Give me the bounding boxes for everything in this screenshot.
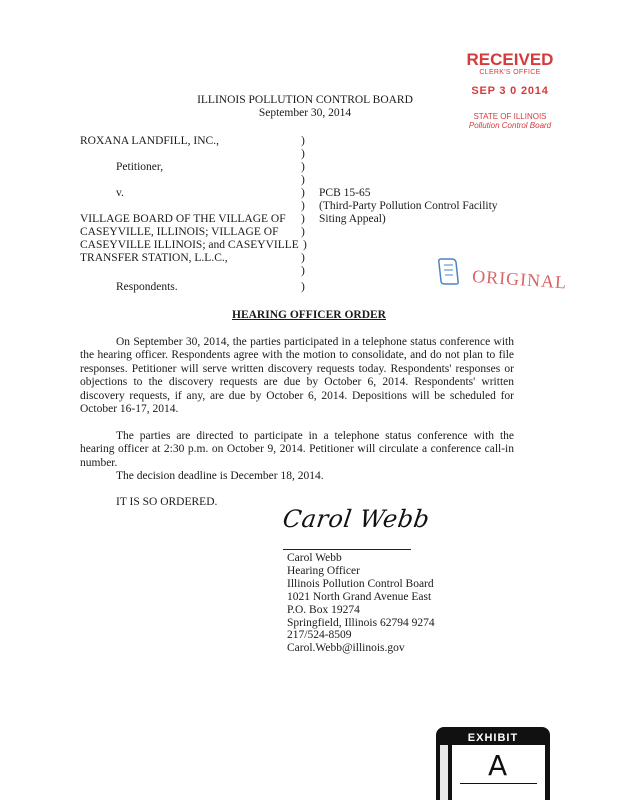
- header-date: September 30, 2014: [258, 107, 352, 119]
- address-line-1: 1021 North Grand Avenue East: [287, 590, 432, 603]
- original-stamp-text: ORIGINAL: [471, 266, 568, 293]
- address-line-2: P.O. Box 19274: [287, 603, 360, 616]
- signer-org: Illinois Pollution Control Board: [287, 577, 434, 590]
- caption-paren: ): [301, 265, 305, 277]
- exhibit-letter: A: [488, 749, 508, 782]
- respondent-line-2: CASEYVILLE, ILLINOIS; VILLAGE OF: [80, 226, 279, 238]
- signer-title: Hearing Officer: [287, 564, 360, 577]
- order-title: HEARING OFFICER ORDER: [232, 309, 386, 321]
- case-number: PCB 15-65: [319, 187, 371, 199]
- respondent-line-4: TRANSFER STATION, L.L.C.,: [80, 252, 228, 264]
- so-ordered: IT IS SO ORDERED.: [116, 496, 218, 508]
- caption-paren: ): [301, 135, 305, 147]
- phone: 217/524-8509: [287, 629, 352, 642]
- document-header: [160, 94, 450, 120]
- received-stamp-title: RECEIVED: [466, 50, 554, 69]
- exhibit-sticker: [436, 727, 550, 800]
- caption-paren: ): [301, 200, 305, 212]
- petitioner-role: Petitioner,: [116, 161, 164, 173]
- signer-name: Carol Webb: [287, 552, 342, 564]
- caption-paren: ): [301, 252, 305, 264]
- caption-paren: ): [303, 239, 307, 251]
- scroll-icon: [436, 256, 460, 286]
- case-type-line-1: (Third-Party Pollution Control Facility: [319, 200, 498, 212]
- signature: Carol Webb: [281, 505, 432, 533]
- caption-paren: ): [301, 281, 305, 293]
- caption-paren: ): [301, 161, 305, 173]
- case-type-line-2: Siting Appeal): [319, 213, 386, 225]
- petitioner-name: ROXANA LANDFILL, INC.,: [80, 135, 219, 147]
- caption-paren: ): [301, 213, 305, 225]
- received-stamp-date: SEP 3 0 2014: [471, 85, 549, 97]
- signature-block: [287, 552, 435, 655]
- respondent-role: Respondents.: [116, 281, 178, 293]
- caption-paren: ): [301, 148, 305, 160]
- email: Carol.Webb@illinois.gov: [287, 642, 405, 655]
- received-stamp-office: CLERK'S OFFICE: [479, 69, 541, 76]
- respondent-line-1: VILLAGE BOARD OF THE VILLAGE OF: [80, 213, 286, 225]
- versus: v.: [116, 187, 124, 199]
- exhibit-field: [452, 745, 545, 800]
- address-line-3: Springfield, Illinois 62794 9274: [287, 616, 435, 629]
- paragraph-1: On September 30, 2014, the parties participated in a telephone status conference with the hearing officer. Respondents agree with the motion to consolidate, and do not plan to file responses. Petitioner will serve written discovery requests today. Respondents' responses or objections to the discovery requests are due by October 6, 2014. Respondents' written discovery requests, if any, are due by October 6, 2014. Depositions will be scheduled for October 16-17, 2014.: [80, 336, 514, 416]
- paragraph-2: The parties are directed to participate in a telephone status conference with the hearing officer at 2:30 p.m. on October 9, 2014. Petitioner will circulate a conference call-in number.: [80, 430, 514, 469]
- caption-paren: ): [301, 174, 305, 186]
- caption-paren: ): [301, 226, 305, 238]
- paragraph-3: The decision deadline is December 18, 2014.: [116, 470, 324, 482]
- received-stamp-board: Pollution Control Board: [468, 121, 552, 130]
- received-stamp-state: STATE OF ILLINOIS: [473, 112, 547, 121]
- received-stamp: [455, 50, 565, 130]
- respondent-line-3: CASEYVILLE ILLINOIS; and CASEYVILLE: [80, 239, 299, 251]
- board-name: ILLINOIS POLLUTION CONTROL BOARD: [197, 94, 413, 106]
- exhibit-label: EXHIBIT: [467, 732, 519, 744]
- exhibit-underline: [460, 783, 537, 784]
- signature-rule: [283, 549, 411, 550]
- caption-paren: ): [301, 187, 305, 199]
- exhibit-tab-strip: [440, 745, 448, 800]
